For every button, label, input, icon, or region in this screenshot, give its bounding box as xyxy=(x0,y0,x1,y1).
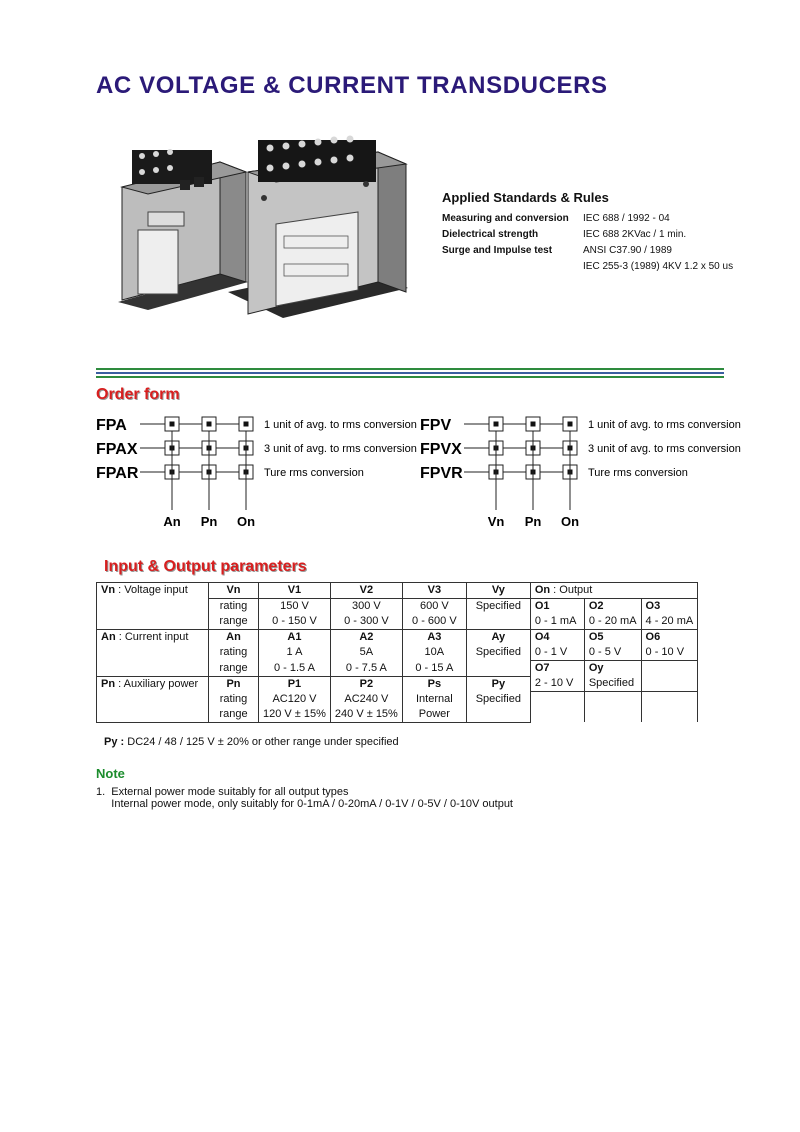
left-field-label: On xyxy=(236,514,256,529)
output-head: O4 xyxy=(534,631,550,643)
rating-label: rating xyxy=(209,599,259,615)
col-head: Py xyxy=(491,677,506,690)
note-list xyxy=(96,786,513,810)
right-model-desc: 1 unit of avg. to rms conversion xyxy=(588,419,741,431)
right-field-label: On xyxy=(560,514,580,529)
left-model-desc: 3 unit of avg. to rms conversion xyxy=(264,443,417,455)
cell-value: Specified xyxy=(466,645,530,661)
col-head: A1 xyxy=(287,631,302,643)
cell-value xyxy=(466,661,530,677)
pn-code: Pn xyxy=(101,677,116,690)
vn-head: Vn xyxy=(226,584,241,596)
output-head: O6 xyxy=(645,631,661,643)
output-code: On xyxy=(534,584,551,596)
cell-value: AC120 V xyxy=(259,692,331,707)
left-model-code: FPAR xyxy=(96,465,139,482)
an-label: : Current input xyxy=(115,631,189,643)
right-field-label: Pn xyxy=(524,514,542,529)
py-note-text: DC24 / 48 / 125 V ± 20% or other range under specified xyxy=(124,736,399,748)
right-model-code: FPV xyxy=(420,417,452,434)
col-head: A2 xyxy=(359,631,374,643)
table-row xyxy=(97,599,698,615)
cell-value: 10A xyxy=(402,645,466,661)
left-field-label: Pn xyxy=(200,514,218,529)
order-diagram-right xyxy=(420,417,741,529)
cell-value xyxy=(466,614,530,630)
cell-value: Specified xyxy=(466,599,530,615)
right-model-desc: Ture rms conversion xyxy=(588,467,688,479)
pn-label: : Auxiliary power xyxy=(115,677,199,690)
cell-value: Internal xyxy=(402,692,466,707)
cell-value: 120 V ± 15% xyxy=(259,707,331,723)
right-model-code: FPVR xyxy=(420,465,463,482)
cell-value: 150 V xyxy=(259,599,331,615)
output-value: 0 - 5 V xyxy=(584,645,641,661)
right-field-label: Vn xyxy=(487,514,505,529)
output-label: : Output xyxy=(550,584,593,596)
code-box-dot xyxy=(170,422,175,427)
code-box-dot xyxy=(207,422,212,427)
pn-head: Pn xyxy=(226,677,241,690)
left-field-label: An xyxy=(163,514,181,529)
note-line: Internal power mode, only suitably for 0-1mA / 0-20mA / 0-1V / 0-5V / 0-10V output xyxy=(96,798,513,810)
col-head: Ay xyxy=(491,631,506,643)
output-head: O1 xyxy=(534,600,550,612)
range-label: range xyxy=(209,661,259,677)
col-head: V2 xyxy=(359,584,374,596)
note-line: 1. External power mode suitably for all output types xyxy=(96,786,349,798)
cell-value: AC240 V xyxy=(330,692,402,707)
standard-key: Measuring and conversion xyxy=(442,213,569,224)
output-value: 0 - 20 mA xyxy=(584,614,641,630)
col-head: P1 xyxy=(287,677,302,690)
code-box-dot xyxy=(568,422,573,427)
order-form-diagram xyxy=(0,410,800,540)
order-form-title: Order form xyxy=(96,386,180,403)
cell-value: 0 - 300 V xyxy=(330,614,402,630)
standard-key: Dielectrical strength xyxy=(442,229,539,240)
table-row xyxy=(97,614,698,630)
cell-value: 0 - 1.5 A xyxy=(259,661,331,677)
col-head: A3 xyxy=(427,631,442,643)
output-head: O7 xyxy=(534,662,550,674)
table-row xyxy=(97,645,698,661)
table-row xyxy=(97,676,698,692)
standard-value: IEC 688 2KVac / 1 min. xyxy=(583,229,687,240)
code-box-dot xyxy=(531,422,536,427)
standard-key xyxy=(442,259,583,275)
table-row xyxy=(97,661,698,677)
left-model-desc: 1 unit of avg. to rms conversion xyxy=(264,419,417,431)
standards-row xyxy=(442,259,742,275)
output-value: 0 - 10 V xyxy=(641,645,698,661)
io-parameters-table xyxy=(96,582,698,723)
order-diagram-left xyxy=(96,417,417,529)
standard-value: ANSI C37.90 / 1989 xyxy=(583,245,672,256)
cell-value: 600 V xyxy=(402,599,466,615)
table-row xyxy=(97,692,698,707)
an-head: An xyxy=(226,631,241,643)
output-head: Oy xyxy=(588,662,604,674)
range-label: range xyxy=(209,707,259,723)
standard-value: IEC 688 / 1992 - 04 xyxy=(583,213,670,224)
an-label-cell xyxy=(97,630,209,646)
col-head: P2 xyxy=(359,677,374,690)
table-row xyxy=(97,583,698,599)
cell-value: 300 V xyxy=(330,599,402,615)
an-code: An xyxy=(101,631,116,643)
applied-standards xyxy=(442,190,742,275)
rating-label: rating xyxy=(209,645,259,661)
col-head: V3 xyxy=(427,584,442,596)
output-head: O3 xyxy=(645,600,661,612)
page-title: AC VOLTAGE & CURRENT TRANSDUCERS xyxy=(96,72,608,99)
cell-value: 0 - 150 V xyxy=(259,614,331,630)
cell-value xyxy=(466,707,530,723)
vn-code: Vn xyxy=(101,584,116,597)
output-header xyxy=(530,583,697,599)
left-model-code: FPAX xyxy=(96,441,138,458)
section-divider xyxy=(96,368,724,380)
output-head: O2 xyxy=(588,600,604,612)
cell-value: Specified xyxy=(466,692,530,707)
py-note-code: Py : xyxy=(104,736,125,748)
cell-value: 5A xyxy=(330,645,402,661)
cell-value: 0 - 7.5 A xyxy=(330,661,402,677)
output-value: 0 - 1 V xyxy=(530,645,584,661)
rating-label: rating xyxy=(209,692,259,707)
output-value: Specified xyxy=(584,676,641,692)
standards-heading: Applied Standards & Rules xyxy=(442,190,609,205)
col-head: Ps xyxy=(427,677,442,690)
standard-key: Surge and Impulse test xyxy=(442,245,553,256)
standards-row xyxy=(442,243,742,259)
right-model-code: FPVX xyxy=(420,441,462,458)
py-note xyxy=(104,736,399,748)
pn-label-cell xyxy=(97,676,209,692)
product-photo xyxy=(108,132,418,344)
standards-row xyxy=(442,227,742,243)
code-box-dot xyxy=(494,422,499,427)
table-row xyxy=(97,630,698,646)
left-model-desc: Ture rms conversion xyxy=(264,467,364,479)
range-label: range xyxy=(209,614,259,630)
note-title: Note xyxy=(96,766,125,781)
output-value: 0 - 1 mA xyxy=(530,614,584,630)
col-head: V1 xyxy=(287,584,302,596)
vn-label-cell xyxy=(97,583,209,599)
standard-value: IEC 255-3 (1989) 4KV 1.2 x 50 us xyxy=(583,261,734,272)
col-head: Vy xyxy=(491,584,505,596)
output-head: O5 xyxy=(588,631,604,643)
output-value: 2 - 10 V xyxy=(530,676,584,692)
standards-row xyxy=(442,211,742,227)
left-model-code: FPA xyxy=(96,417,127,434)
cell-value: 1 A xyxy=(259,645,331,661)
output-value: 4 - 20 mA xyxy=(641,614,698,630)
cell-value: Power xyxy=(402,707,466,723)
vn-label: : Voltage input xyxy=(115,584,188,597)
cell-value: 0 - 600 V xyxy=(402,614,466,630)
right-model-desc: 3 unit of avg. to rms conversion xyxy=(588,443,741,455)
cell-value: 240 V ± 15% xyxy=(330,707,402,723)
code-box-dot xyxy=(244,422,249,427)
cell-value: 0 - 15 A xyxy=(402,661,466,677)
io-parameters-title: Input & Output parameters xyxy=(104,558,307,575)
